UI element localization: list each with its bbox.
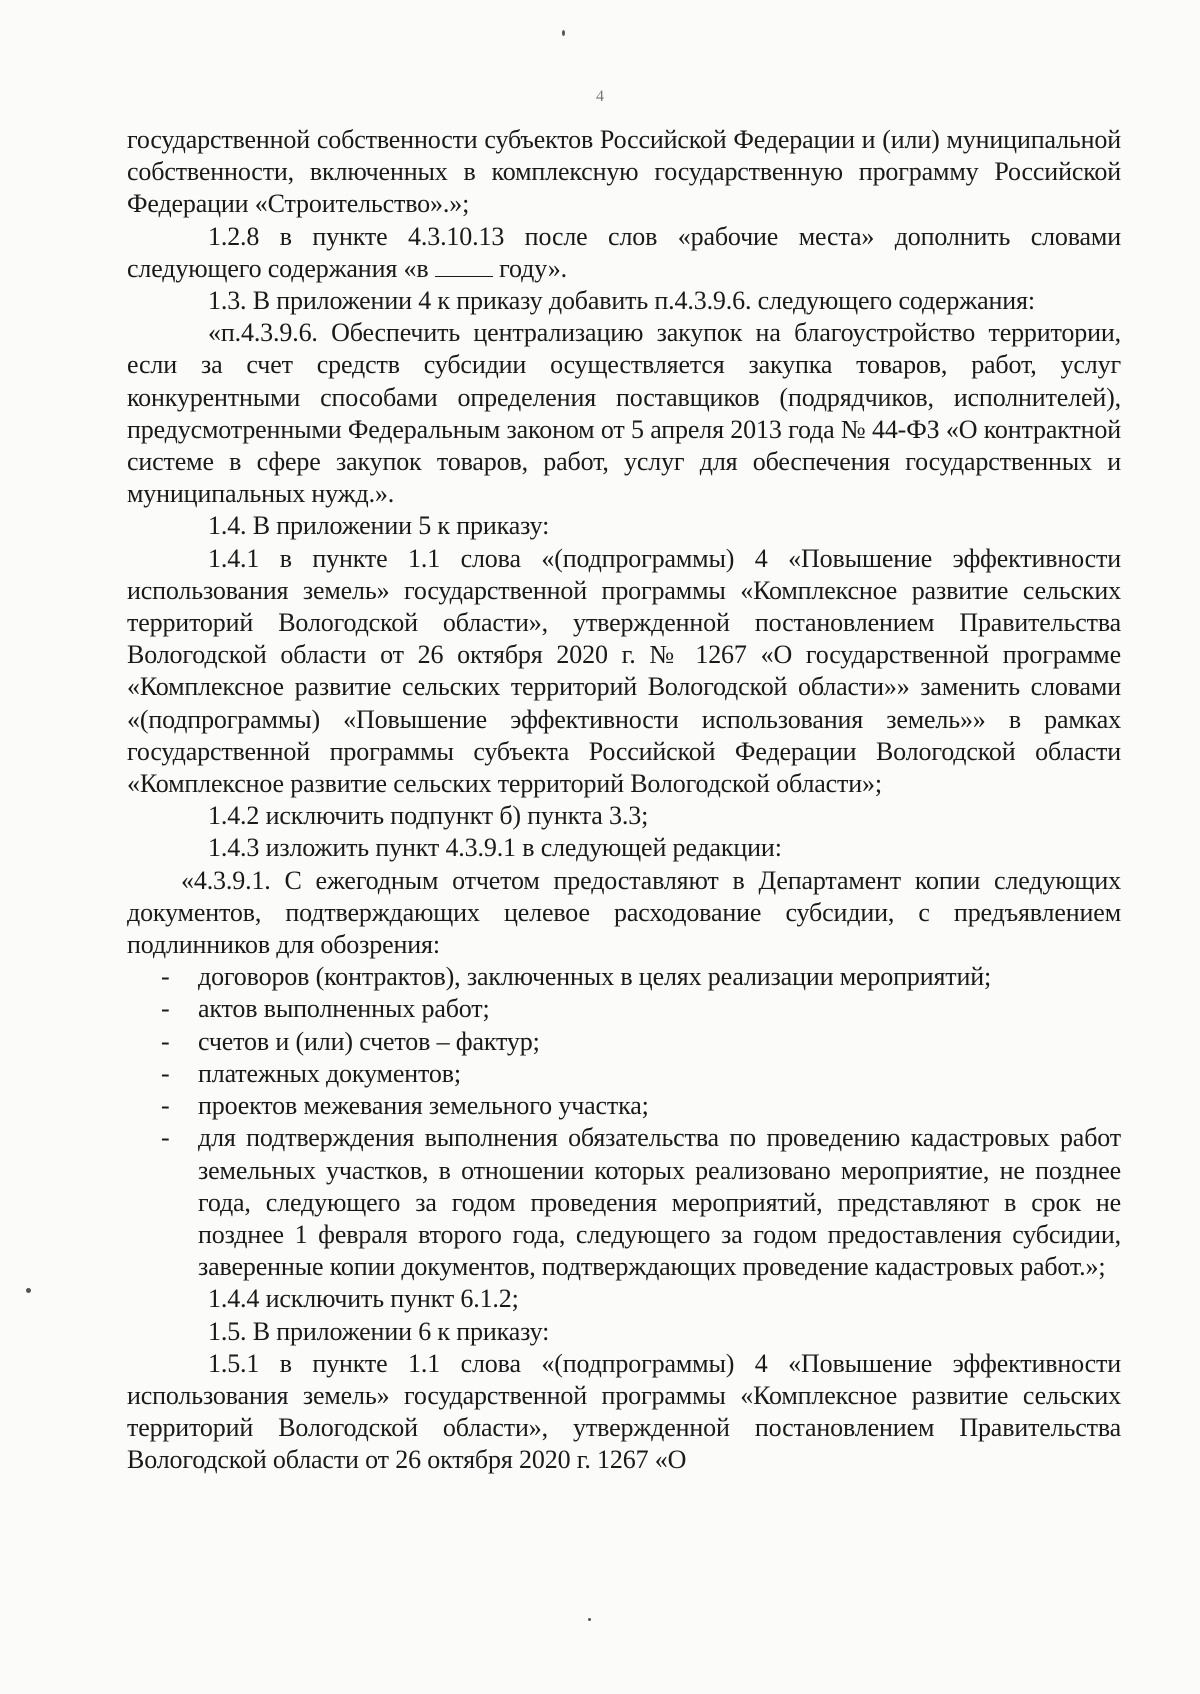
- list-item-text: платежных документов;: [198, 1058, 461, 1088]
- list-item: [127, 993, 1121, 1025]
- list-item-text: для подтверждения выполнения обязательства по проведению кадастровых работ земельных участков, в отношении которых реализовано мероприятие, не позднее года, следующего за годом проведения мероприятий, представляют в срок не позднее 1 февраля второго года, следующего за годом предоставления субсидии, заверенные копии документов, подтверждающих проведение кадастровых работ.»;: [198, 1123, 1121, 1282]
- paragraph: 1.3. В приложении 4 к приказу добавить п.4.3.9.6. следующего содержания:: [208, 286, 1035, 316]
- paragraph: государственной собственности субъектов Российской Федерации и (или) муниципальной собственности, включенных в комплексную государственную программу Российской Федерации «Строительство».»;: [127, 125, 1121, 219]
- list-item-text: проектов межевания земельного участка;: [198, 1091, 649, 1121]
- scan-speck: [588, 1618, 591, 1621]
- document-list: [127, 961, 1121, 1283]
- paragraph: «п.4.3.9.6. Обеспечить централизацию закупок на благоустройство территории, если за счет средств субсидии осуществляется закупка товаров, работ, услуг конкурентными способами определения поставщиков (подрядчиков, исполнителей), предусмотренными Федеральным законом от 5 апреля 2013 года № 44-ФЗ «О контрактной системе в сфере закупок товаров, работ, услуг для обеспечения государственных и муниципальных нужд.».: [127, 318, 1121, 509]
- paragraph: 1.4. В приложении 5 к приказу:: [208, 511, 550, 541]
- list-item: [127, 961, 1121, 993]
- paragraph-text: 1.2.8 в пункте 4.3.10.13 после слов «рабочие места» дополнить словами следующего содержания «в: [127, 221, 1121, 283]
- paragraph: 1.4.1 в пункте 1.1 слова «(подпрограммы) 4 «Повышение эффективности использования земель» государственной программы «Комплексное развитие сельских территорий Вологодской области», утвержденной постановлением Правительства Вологодской области от 26 октября 2020 г. № 1267 «О государственной программе «Комплексное развитие сельских территорий Вологодской области»» заменить словами «(подпрограммы) «Повышение эффективности использования земель»» в рамках государственной программы субъекта Российской Федерации Вологодской области «Комплексное развитие сельских территорий Вологодской области»;: [127, 543, 1121, 799]
- page-number: 4: [596, 88, 604, 105]
- paragraph: «4.3.9.1. С ежегодным отчетом предоставляют в Департамент копии следующих документов, подтверждающих целевое расходование субсидии, с предъявлением подлинников для обозрения:: [127, 865, 1121, 960]
- paragraph-text: году».: [492, 253, 567, 283]
- list-item: [127, 1058, 1121, 1090]
- list-dash: -: [161, 994, 170, 1024]
- paragraph: 1.4.3 изложить пункт 4.3.9.1 в следующей редакции:: [208, 833, 782, 863]
- list-dash: -: [161, 1058, 170, 1088]
- paragraph: 1.4.2 исключить подпункт б) пункта 3.3;: [208, 801, 649, 831]
- paragraph: 1.4.4 исключить пункт 6.1.2;: [208, 1284, 519, 1314]
- scan-speck: [562, 30, 565, 36]
- list-dash: -: [161, 1091, 170, 1121]
- blank-line: [435, 256, 493, 277]
- scan-speck: [26, 1288, 31, 1293]
- list-dash: -: [161, 1026, 170, 1056]
- paragraph: 1.5.1 в пункте 1.1 слова «(подпрограммы) 4 «Повышение эффективности использования земель» государственной программы «Комплексное развитие сельских территорий Вологодской области», утвержденной постановлением Правительства Вологодской области от 26 октября 2020 г. 1267 «О: [127, 1348, 1121, 1475]
- list-dash: -: [161, 1123, 170, 1153]
- document-body: [127, 124, 1121, 1477]
- list-item: [127, 1122, 1121, 1283]
- list-item-text: договоров (контрактов), заключенных в целях реализации мероприятий;: [198, 962, 992, 992]
- list-item-text: счетов и (или) счетов – фактур;: [198, 1026, 540, 1056]
- paragraph: [127, 221, 1121, 285]
- list-item: [127, 1090, 1121, 1122]
- list-item-text: актов выполненных работ;: [198, 994, 490, 1024]
- paragraph: 1.5. В приложении 6 к приказу:: [208, 1316, 550, 1346]
- list-dash: -: [161, 962, 170, 992]
- list-item: [127, 1026, 1121, 1058]
